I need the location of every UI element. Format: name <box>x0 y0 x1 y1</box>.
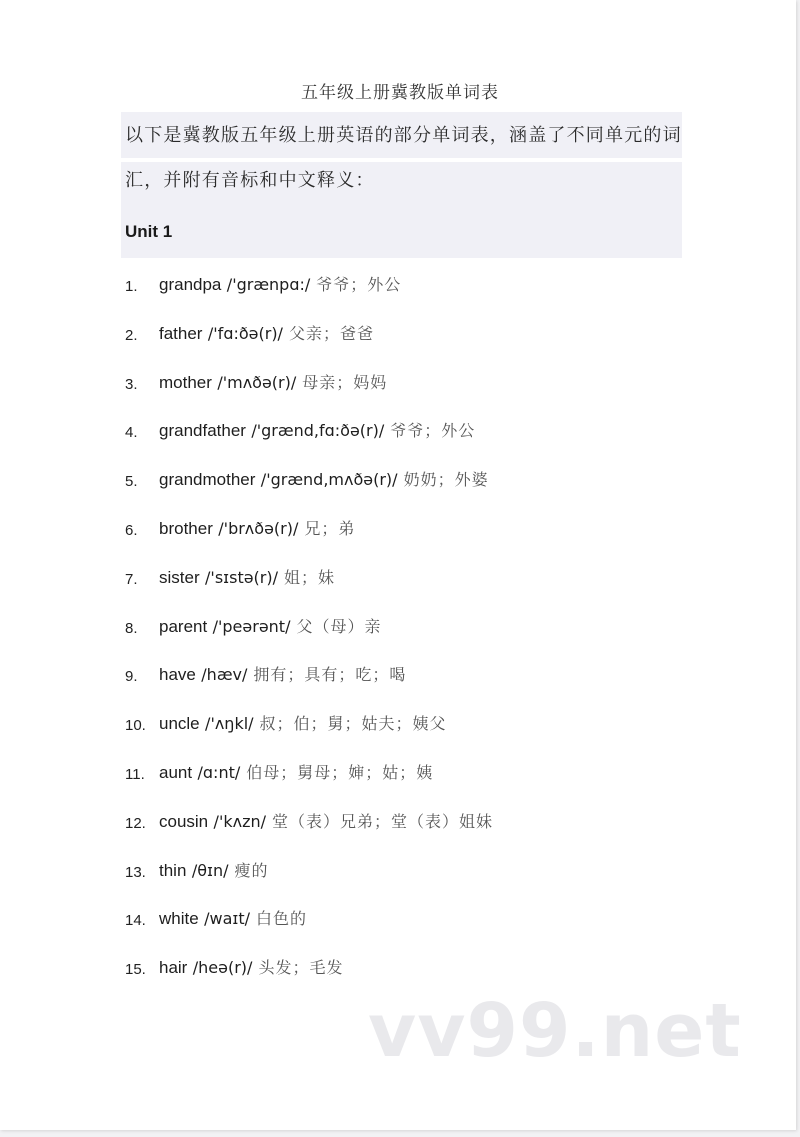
item-word: uncle <box>159 714 200 734</box>
intro-text-line-2: 汇，并附有音标和中文释义： <box>125 170 375 191</box>
item-number: 8. <box>125 619 138 637</box>
item-meaning: 父（母）亲 <box>296 616 382 636</box>
item-phonetic: /'grænpɑ:/ <box>226 275 311 294</box>
item-phonetic: /'grænd,mʌðə(r)/ <box>260 470 398 490</box>
item-phonetic: /θɪn/ <box>191 860 229 880</box>
item-number: 15. <box>125 961 146 979</box>
item-number: 12. <box>125 814 146 832</box>
item-meaning: 爷爷；外公 <box>390 421 476 441</box>
item-number: 11. <box>125 765 145 783</box>
item-word: white <box>159 909 199 929</box>
item-meaning: 兄；弟 <box>304 518 356 538</box>
item-meaning: 堂（表）兄弟；堂（表）姐妹 <box>272 811 494 831</box>
item-meaning: 母亲；妈妈 <box>302 372 388 392</box>
item-phonetic: /hæv/ <box>201 665 248 685</box>
item-meaning: 伯母；舅母；婶；姑；姨 <box>246 762 434 782</box>
item-meaning: 白色的 <box>255 909 307 929</box>
item-word: cousin <box>159 811 209 831</box>
item-word: sister <box>159 567 200 587</box>
item-number: 4. <box>125 424 138 442</box>
item-meaning: 父亲；爸爸 <box>288 323 374 343</box>
item-meaning: 叔；伯；舅；姑夫；姨父 <box>259 714 447 734</box>
item-word: grandpa <box>159 275 222 294</box>
watermark: vv99.net <box>368 988 742 1074</box>
item-number: 10. <box>125 717 146 735</box>
item-phonetic: /'kʌzn/ <box>213 811 266 831</box>
intro-text-line-1: 以下是冀教版五年级上册英语的部分单词表，涵盖了不同单元的词 <box>125 125 682 146</box>
item-number: 6. <box>125 521 138 539</box>
item-number: 5. <box>125 473 138 491</box>
item-word: parent <box>159 616 208 636</box>
item-word: father <box>159 323 203 343</box>
item-phonetic: /'mʌðə(r)/ <box>217 372 297 392</box>
item-phonetic: /'peərənt/ <box>212 616 291 636</box>
item-meaning: 爷爷；外公 <box>316 275 402 294</box>
item-word: aunt <box>159 762 193 782</box>
item-word: brother <box>159 518 213 538</box>
item-word: have <box>159 665 196 685</box>
item-number: 13. <box>125 863 146 881</box>
item-phonetic: /heə(r)/ <box>192 958 253 978</box>
item-phonetic: /waɪt/ <box>204 909 250 929</box>
item-number: 7. <box>125 570 138 588</box>
item-meaning: 姐；妹 <box>284 567 336 587</box>
item-number: 3. <box>125 375 138 393</box>
item-meaning: 瘦的 <box>234 860 269 880</box>
item-meaning: 拥有；具有；吃；喝 <box>253 665 407 685</box>
item-phonetic: /'fɑ:ðə(r)/ <box>207 323 283 343</box>
item-number: 14. <box>125 912 146 930</box>
document-title: 五年级上册冀教版单词表 <box>301 83 499 103</box>
section-heading-unit: Unit 1 <box>125 222 173 241</box>
item-phonetic: /ɑ:nt/ <box>197 762 241 782</box>
item-phonetic: /'ʌŋkl/ <box>205 714 254 734</box>
item-number: 1. <box>125 278 138 295</box>
item-word: grandmother <box>159 470 256 490</box>
item-number: 2. <box>125 326 138 344</box>
item-word: thin <box>159 860 187 880</box>
item-meaning: 奶奶；外婆 <box>403 470 489 490</box>
item-word: mother <box>159 372 212 392</box>
item-phonetic: /'sɪstə(r)/ <box>205 567 279 587</box>
item-number: 9. <box>125 668 138 686</box>
item-phonetic: /'brʌðə(r)/ <box>218 518 299 538</box>
item-meaning: 头发；毛发 <box>258 958 344 978</box>
item-phonetic: /'grænd,fɑ:ðə(r)/ <box>251 421 385 441</box>
item-word: hair <box>159 958 188 978</box>
item-word: grandfather <box>159 421 246 441</box>
